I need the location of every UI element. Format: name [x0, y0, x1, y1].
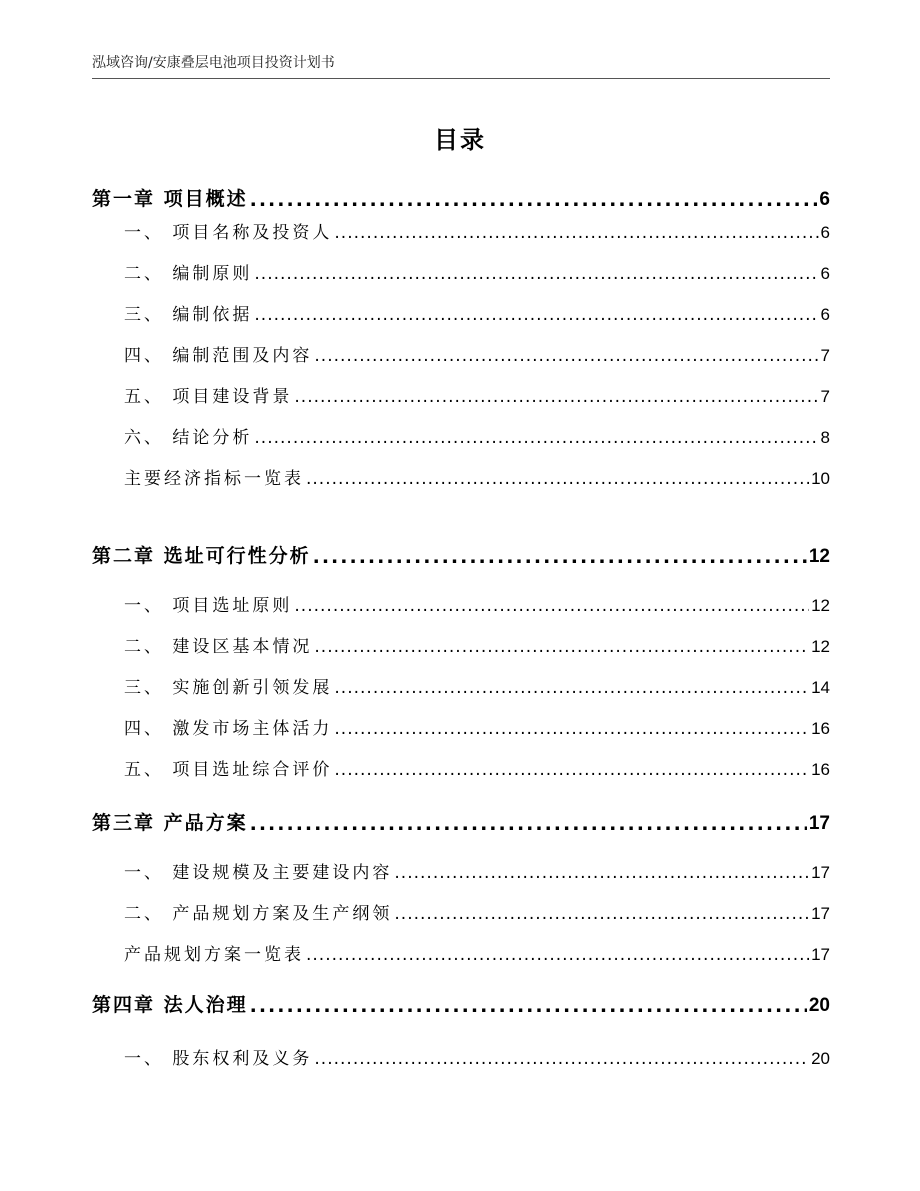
toc-entry-page: 7 [820, 387, 830, 406]
toc-entry[interactable] [124, 591, 830, 616]
toc-entry-page: 6 [819, 189, 830, 210]
toc-entry-label: 五、 项目建设背景 [124, 387, 293, 407]
toc-entry-page: 6 [820, 264, 830, 283]
toc-entry-page: 12 [811, 637, 830, 656]
toc-entry-page: 17 [808, 813, 830, 834]
toc-entry[interactable] [124, 218, 830, 243]
toc-entry[interactable] [92, 184, 830, 211]
toc-entry[interactable] [124, 259, 830, 284]
toc-entry-label: 三、 实施创新引领发展 [124, 678, 333, 698]
toc-entry[interactable] [124, 755, 830, 780]
toc-entry-page: 16 [811, 760, 830, 779]
toc-entry[interactable] [124, 714, 830, 739]
toc-entry-label: 二、 建设区基本情况 [124, 637, 313, 657]
dot-leader [254, 428, 818, 448]
dot-leader [254, 264, 818, 284]
toc-entry-page: 10 [811, 469, 830, 488]
toc-entry-label: 二、 编制原则 [124, 264, 253, 284]
toc-entry-label: 一、 项目名称及投资人 [124, 223, 333, 243]
toc-entry-label: 第三章 产品方案 [92, 812, 248, 834]
toc-entry-page: 17 [811, 945, 830, 964]
toc-entry-label: 四、 编制范围及内容 [124, 346, 313, 366]
toc-entry[interactable] [124, 899, 830, 924]
toc-entry[interactable] [124, 1044, 830, 1069]
toc-entry[interactable] [92, 541, 830, 568]
toc-entry[interactable] [124, 464, 830, 489]
toc-entry-label: 一、 建设规模及主要建设内容 [124, 863, 393, 883]
toc-entry[interactable] [92, 808, 830, 835]
toc-entry-page: 12 [808, 546, 830, 567]
dot-leader [334, 678, 809, 698]
dot-leader [306, 945, 809, 965]
toc-entry-page: 6 [820, 305, 830, 324]
header-divider [92, 78, 830, 79]
dot-leader [294, 596, 809, 616]
toc-entry-page: 6 [820, 223, 830, 242]
dot-leader [250, 189, 818, 211]
toc-entry-page: 14 [811, 678, 830, 697]
dot-leader [314, 1049, 809, 1069]
toc-entry-label: 第一章 项目概述 [92, 188, 248, 210]
dot-leader [313, 546, 807, 568]
toc-entry-page: 17 [811, 904, 830, 923]
toc-entry[interactable] [124, 341, 830, 366]
toc-entry-label: 主要经济指标一览表 [124, 469, 304, 489]
toc-entry[interactable] [92, 990, 830, 1017]
toc-entry[interactable] [124, 940, 830, 965]
toc-entry-label: 五、 项目选址综合评价 [124, 760, 333, 780]
toc-entry-label: 产品规划方案一览表 [124, 945, 304, 965]
toc-entry-page: 12 [811, 596, 830, 615]
toc-entry-page: 16 [811, 719, 830, 738]
page-title: 目录 [434, 126, 486, 154]
dot-leader [294, 387, 818, 407]
toc-entry-page: 20 [808, 995, 830, 1016]
dot-leader [334, 760, 809, 780]
dot-leader [314, 637, 809, 657]
toc-entry[interactable] [124, 632, 830, 657]
toc-entry[interactable] [124, 858, 830, 883]
dot-leader [250, 995, 807, 1017]
toc-entry-label: 第二章 选址可行性分析 [92, 545, 311, 567]
toc-entry-label: 二、 产品规划方案及生产纲领 [124, 904, 393, 924]
dot-leader [394, 904, 809, 924]
toc-entry-label: 三、 编制依据 [124, 305, 253, 325]
running-header: 泓域咨询/安康叠层电池项目投资计划书 [92, 55, 335, 71]
toc-entry-page: 20 [811, 1049, 830, 1068]
dot-leader [394, 863, 809, 883]
toc-entry-label: 一、 项目选址原则 [124, 596, 293, 616]
dot-leader [314, 346, 818, 366]
toc-entry[interactable] [124, 423, 830, 448]
toc-entry[interactable] [124, 300, 830, 325]
toc-entry-page: 8 [820, 428, 830, 447]
dot-leader [334, 223, 818, 243]
toc-entry[interactable] [124, 382, 830, 407]
dot-leader [250, 813, 807, 835]
toc-entry-label: 四、 激发市场主体活力 [124, 719, 333, 739]
toc-entry-page: 17 [811, 863, 830, 882]
toc-entry-label: 六、 结论分析 [124, 428, 253, 448]
toc-entry-page: 7 [820, 346, 830, 365]
dot-leader [334, 719, 809, 739]
toc-entry[interactable] [124, 673, 830, 698]
dot-leader [254, 305, 818, 325]
toc-entry-label: 第四章 法人治理 [92, 994, 248, 1016]
toc-entry-label: 一、 股东权利及义务 [124, 1049, 313, 1069]
dot-leader [306, 469, 809, 489]
